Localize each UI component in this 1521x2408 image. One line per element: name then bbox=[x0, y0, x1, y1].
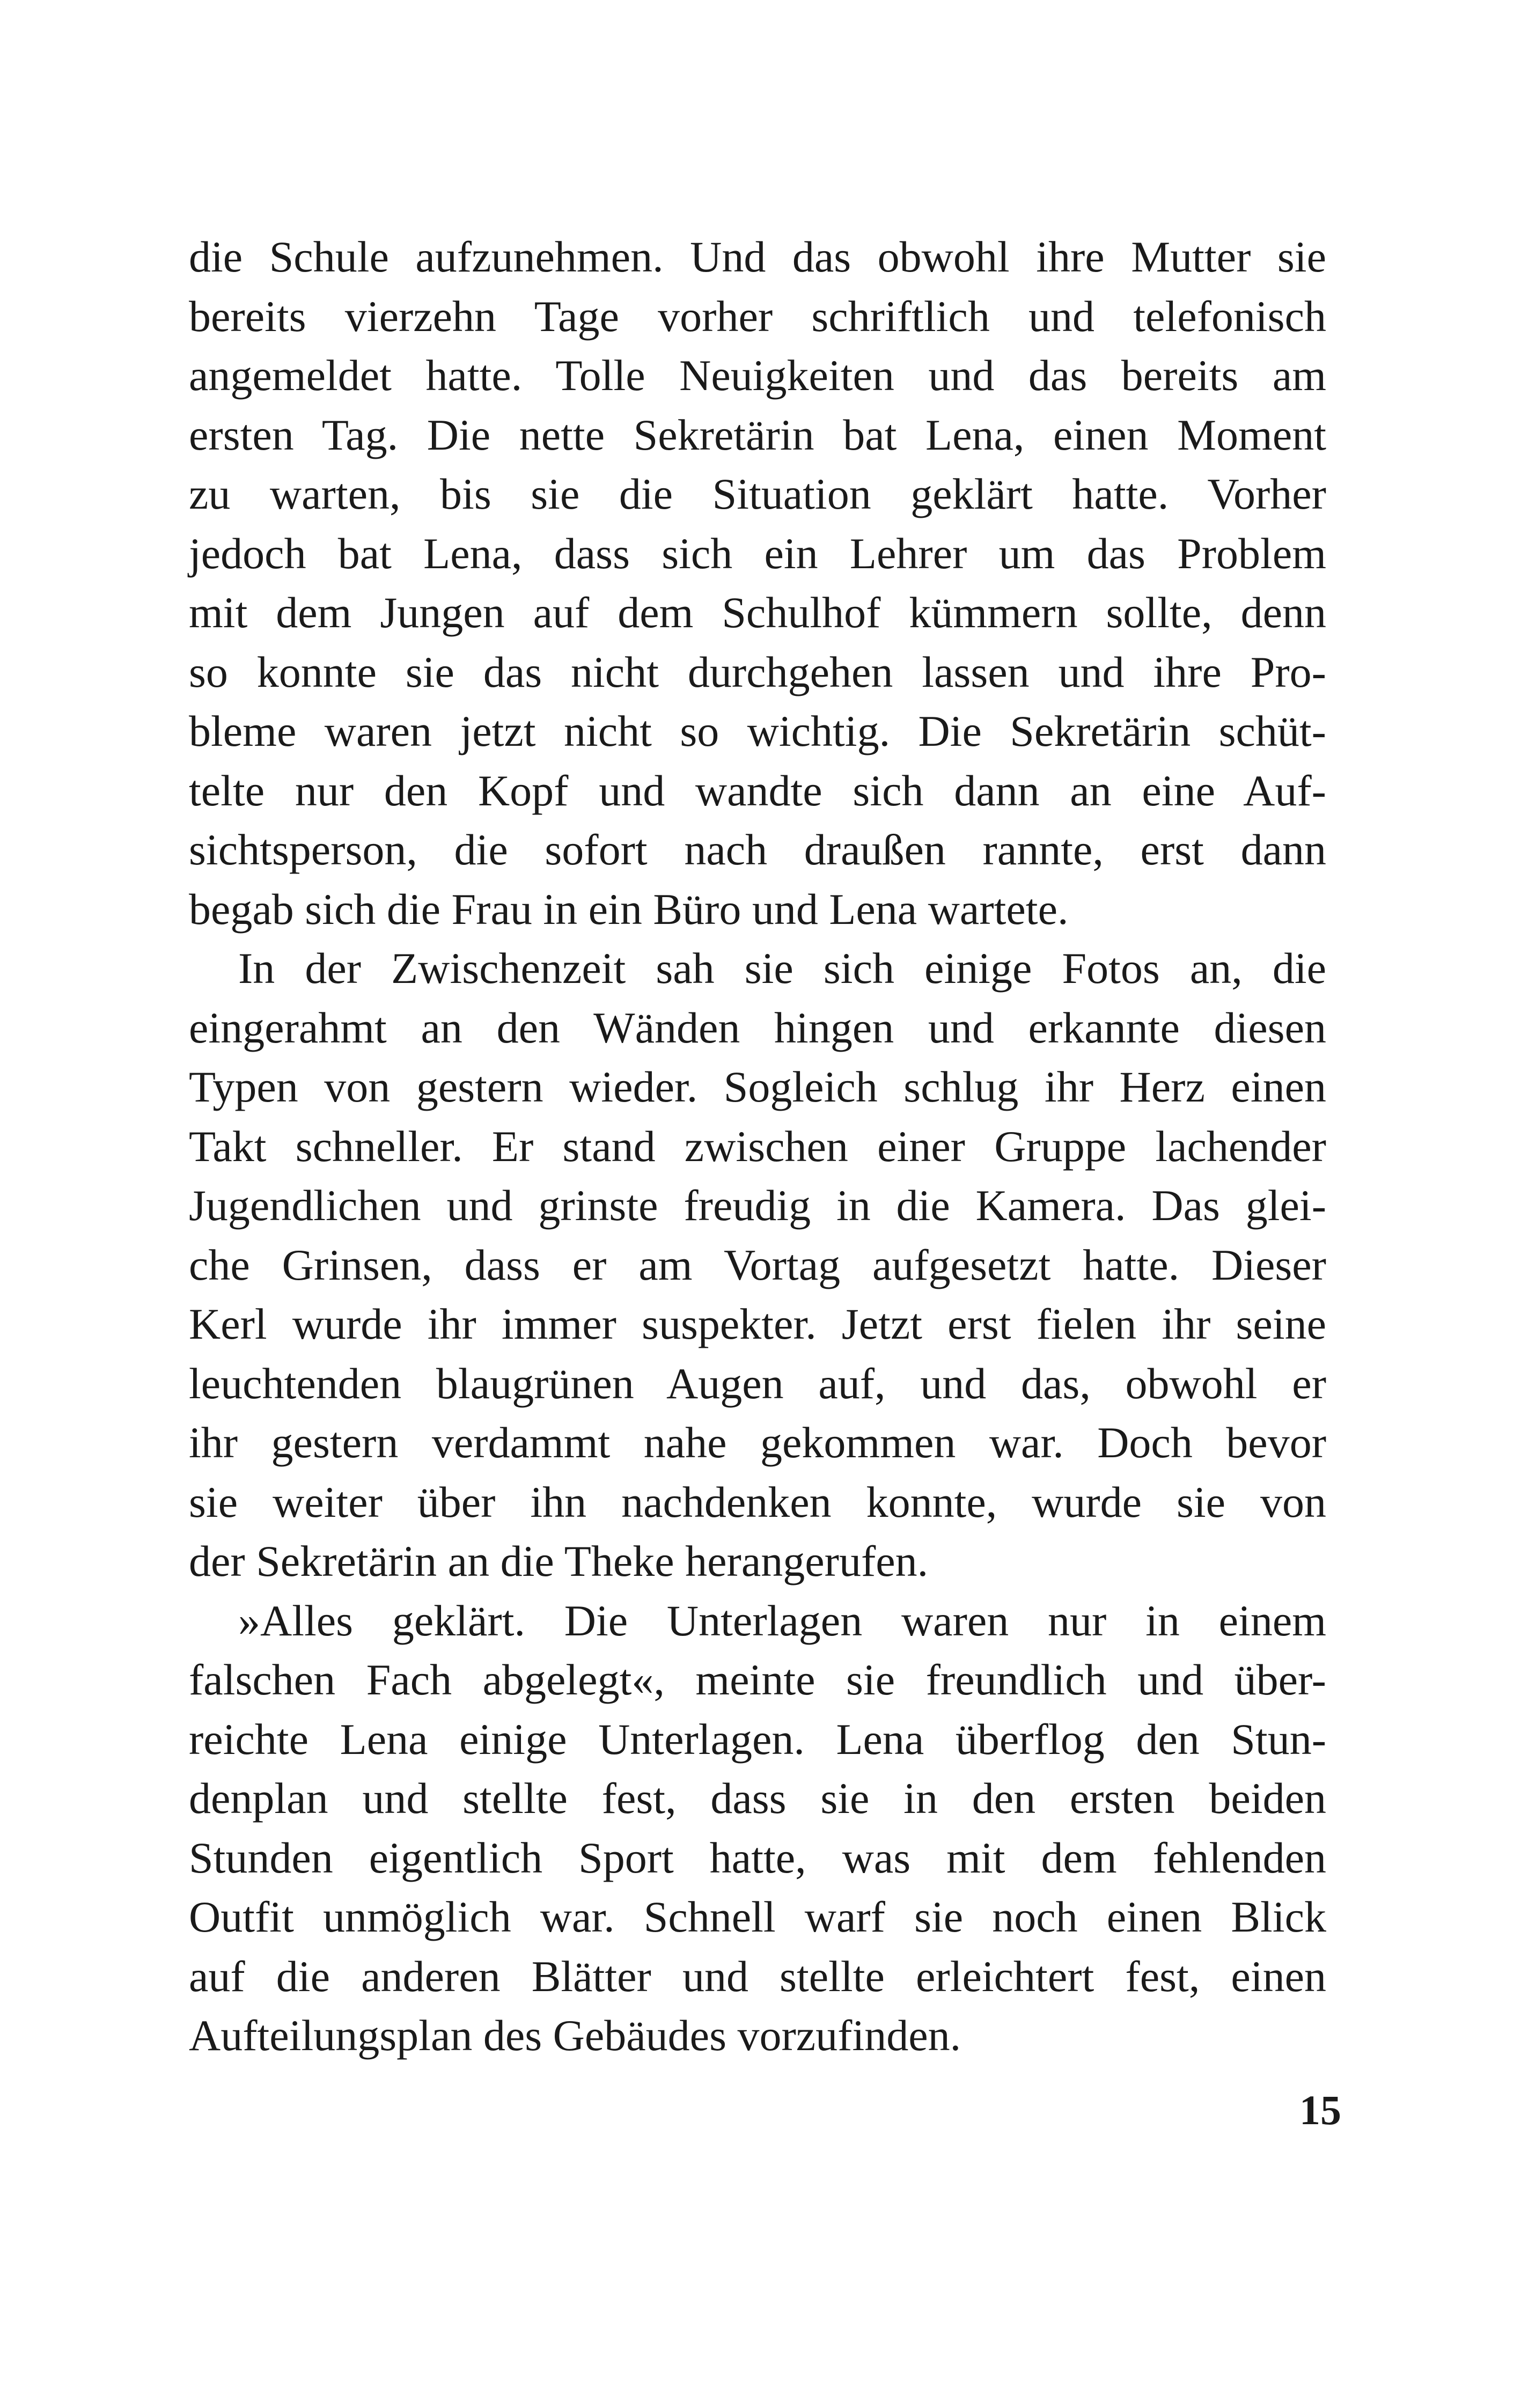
text-line: che Grinsen, dass er am Vortag aufgesetzt hatte. Dieser bbox=[189, 1240, 1326, 1289]
text-line: sichtsperson, die sofort nach draußen rannte, erst dann bbox=[189, 825, 1326, 874]
text-line: begab sich die Frau in ein Büro und Lena wartete. bbox=[189, 884, 1069, 934]
text-line: »Alles geklärt. Die Unterlagen waren nur in einem bbox=[238, 1596, 1326, 1645]
text-line: die Schule aufzunehmen. Und das obwohl ihre Mutter sie bbox=[189, 232, 1326, 281]
text-line: falschen Fach abgelegt«, meinte sie freundlich und über- bbox=[189, 1655, 1326, 1704]
text-line: Typen von gestern wieder. Sogleich schlug ihr Herz einen bbox=[189, 1062, 1326, 1111]
paragraph-2 bbox=[189, 939, 1326, 1591]
text-line: leuchtenden blaugrünen Augen auf, und das, obwohl er bbox=[189, 1359, 1326, 1408]
text-line: Takt schneller. Er stand zwischen einer Gruppe lachender bbox=[189, 1121, 1326, 1171]
text-line: bleme waren jetzt nicht so wichtig. Die Sekretärin schüt- bbox=[189, 707, 1326, 755]
text-line: auf die anderen Blätter und stellte erleichtert fest, einen bbox=[189, 1951, 1326, 2001]
text-line: so konnte sie das nicht durchgehen lassen und ihre Pro- bbox=[189, 647, 1326, 696]
text-line: ihr gestern verdammt nahe gekommen war. Doch bevor bbox=[189, 1418, 1326, 1467]
text-line: sie weiter über ihn nachdenken konnte, wurde sie von bbox=[189, 1477, 1326, 1526]
text-line: eingerahmt an den Wänden hingen und erkannte diesen bbox=[189, 1003, 1326, 1052]
text-line: In der Zwischenzeit sah sie sich einige Fotos an, die bbox=[238, 944, 1326, 993]
text-line: zu warten, bis sie die Situation geklärt hatte. Vorher bbox=[189, 469, 1326, 518]
text-line: ersten Tag. Die nette Sekretärin bat Lena, einen Moment bbox=[189, 410, 1326, 459]
paragraph-1 bbox=[189, 227, 1326, 939]
text-line: Jugendlichen und grinste freudig in die Kamera. Das glei- bbox=[189, 1181, 1326, 1230]
text-line: mit dem Jungen auf dem Schulhof kümmern sollte, denn bbox=[189, 588, 1326, 637]
page-number: 15 bbox=[1299, 2087, 1341, 2133]
text-line: denplan und stellte fest, dass sie in den ersten beiden bbox=[189, 1774, 1326, 1823]
text-line: Outfit unmöglich war. Schnell warf sie noch einen Blick bbox=[189, 1892, 1326, 1941]
text-line: bereits vierzehn Tage vorher schriftlich und telefonisch bbox=[189, 291, 1326, 341]
text-line: Aufteilungsplan des Gebäudes vorzufinden. bbox=[189, 2011, 961, 2060]
text-line: telte nur den Kopf und wandte sich dann an eine Auf- bbox=[189, 766, 1326, 815]
text-line: der Sekretärin an die Theke herangerufen. bbox=[189, 1537, 929, 1585]
text-line: Kerl wurde ihr immer suspekter. Jetzt erst fielen ihr seine bbox=[189, 1300, 1326, 1348]
text-line: jedoch bat Lena, dass sich ein Lehrer um das Problem bbox=[189, 528, 1326, 578]
text-line: Stunden eigentlich Sport hatte, was mit dem fehlenden bbox=[189, 1833, 1326, 1882]
text-line: reichte Lena einige Unterlagen. Lena überflog den Stun- bbox=[189, 1714, 1326, 1764]
paragraph-3 bbox=[189, 1591, 1326, 2066]
text-line: angemeldet hatte. Tolle Neuigkeiten und das bereits am bbox=[189, 351, 1326, 400]
body-text bbox=[189, 227, 1326, 2066]
